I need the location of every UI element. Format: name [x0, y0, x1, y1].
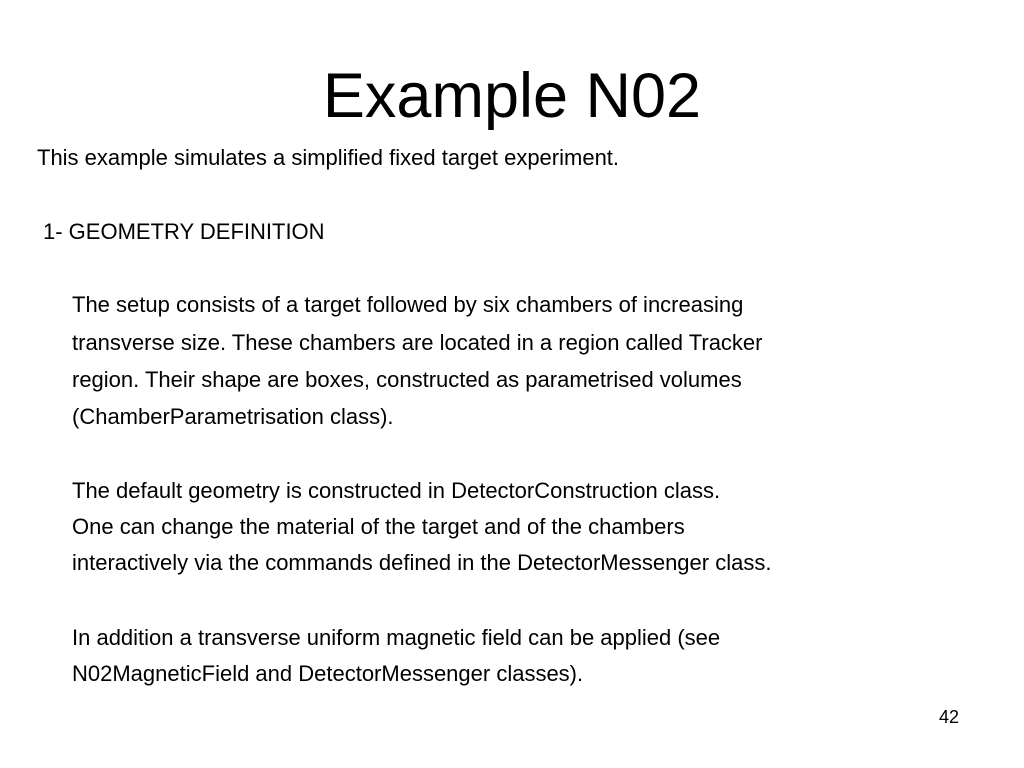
paragraph-line: One can change the material of the target and of the chambers: [72, 514, 685, 539]
paragraph-line: transverse size. These chambers are located in a region called Tracker: [72, 330, 763, 355]
paragraph-line: The default geometry is constructed in DetectorConstruction class.: [72, 478, 721, 503]
paragraph-line: In addition a transverse uniform magnetic field can be applied (see: [72, 625, 721, 650]
paragraph-line: (ChamberParametrisation class).: [72, 404, 394, 429]
paragraph-line: region. Their shape are boxes, constructed as parametrised volumes: [72, 367, 742, 392]
paragraph-line: The setup consists of a target followed by six chambers of increasing: [72, 292, 744, 317]
page-number: 42: [939, 707, 960, 727]
paragraph-line: N02MagneticField and DetectorMessenger classes).: [72, 661, 584, 686]
paragraph-line: interactively via the commands defined in the DetectorMessenger class.: [72, 550, 772, 575]
section-heading: 1- GEOMETRY DEFINITION: [43, 219, 325, 244]
slide-title: Example N02: [322, 61, 702, 131]
intro-text: This example simulates a simplified fixed target experiment.: [37, 145, 620, 170]
